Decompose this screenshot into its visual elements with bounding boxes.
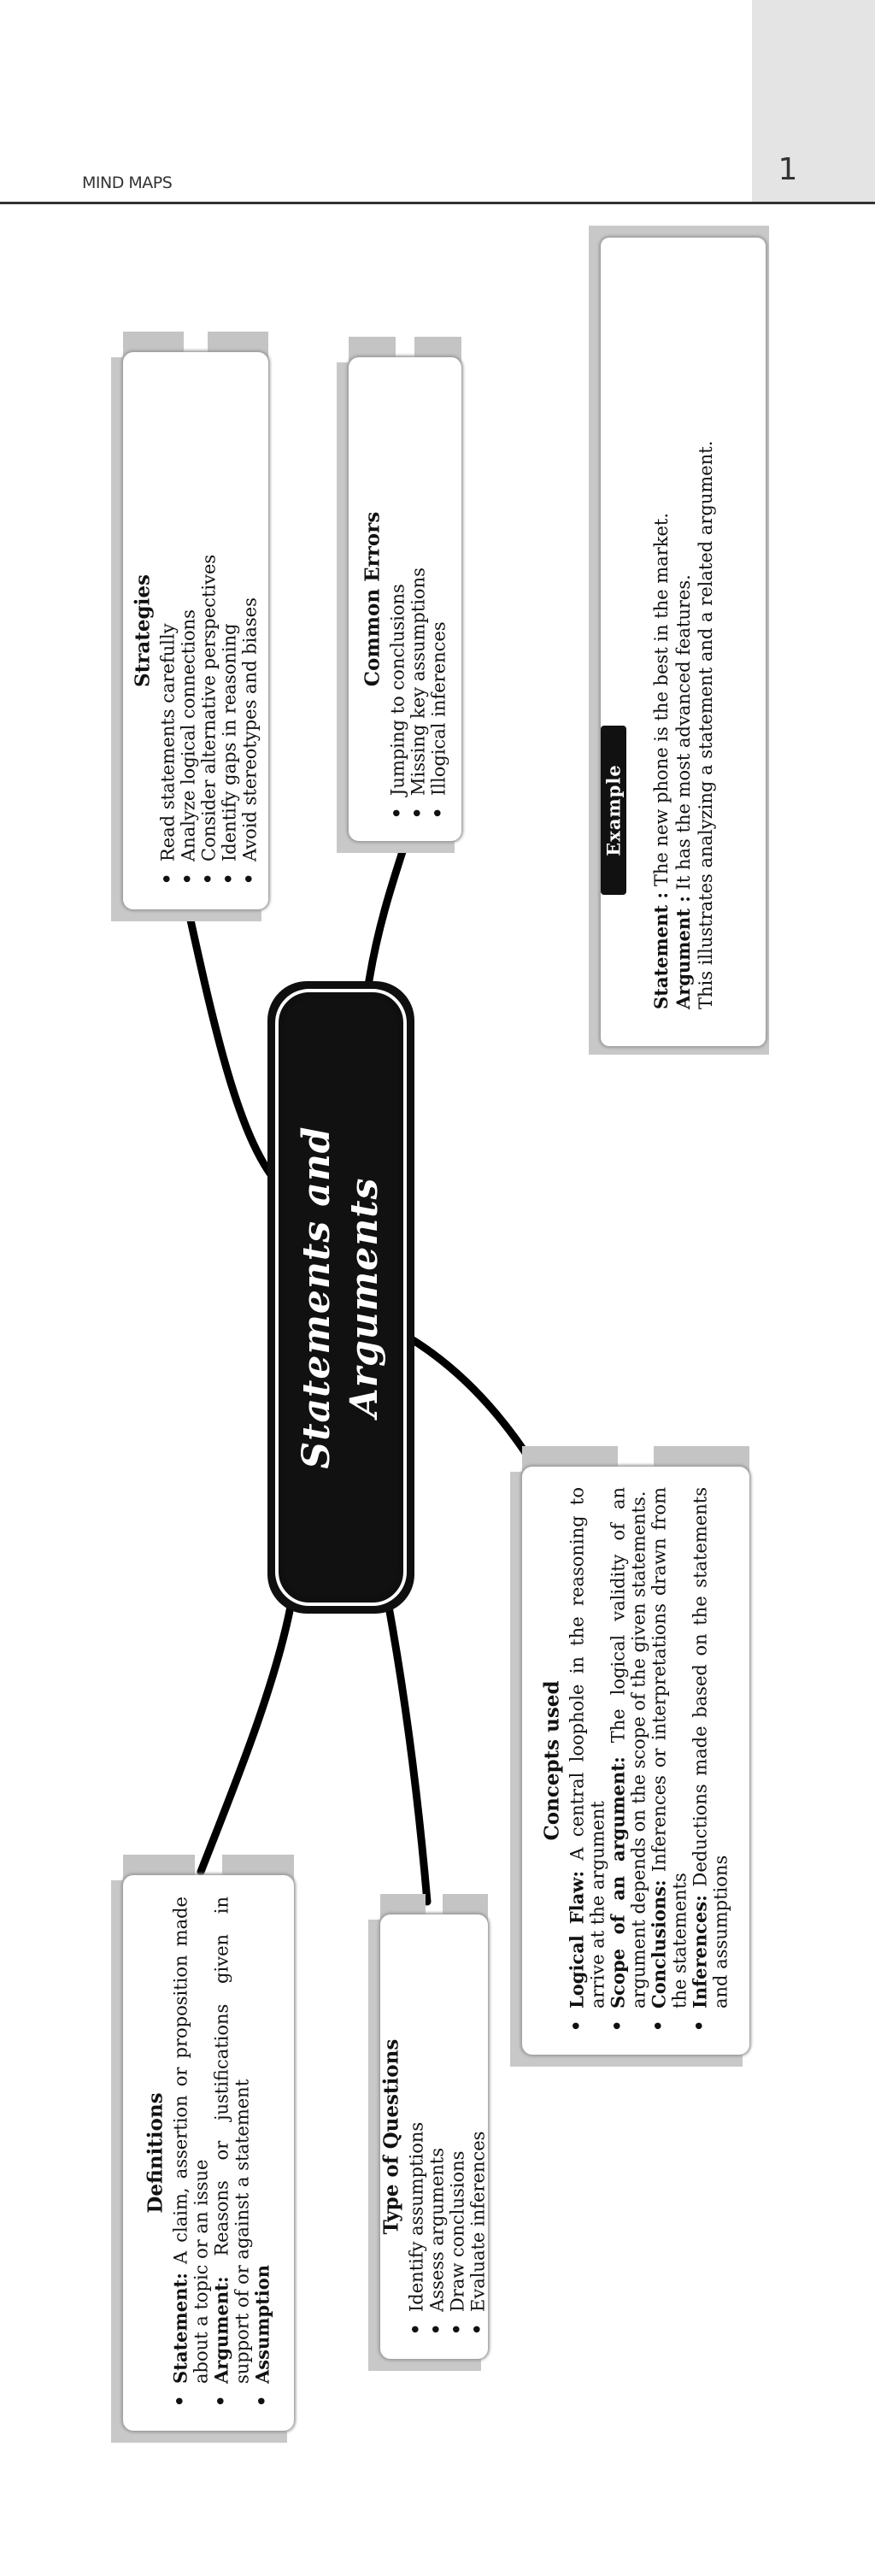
definition-item: • Statement: A claim, assertion or proposition made about a topic or an issue [171, 1897, 212, 2409]
example-statement-text: The new phone is the best in the market. [650, 512, 672, 892]
concept-item: • Scope of an argument: The logical validity of an argument depends on the scope of the given statements. [608, 1487, 649, 2034]
concept-item: • Inferences: Deductions made based on the statements and assumptions [690, 1487, 731, 2034]
error-item: • Jumping to conclusions [388, 377, 408, 821]
error-item: • Missing key assumptions [408, 377, 429, 821]
page-number: 1 [778, 152, 798, 187]
concept-item: • Conclusions: Inferences or interpretations drawn from the statements [649, 1487, 690, 2034]
strategy-item: • Analyze logical connections [179, 374, 199, 887]
strategy-item: • Read statements carefully [158, 374, 179, 887]
definitions-card [123, 1875, 294, 2431]
concept-item: • Logical Flaw: A central loophole in the reasoning to arrive at the argument [567, 1487, 608, 2034]
central-topic-line1: Statements and [295, 1126, 338, 1469]
common-errors-title: Common Errors [361, 511, 385, 687]
link-definitions [201, 1607, 291, 1872]
error-item: • Illogical inferences [429, 377, 449, 821]
question-type-item: • Draw conclusions [448, 1936, 468, 2338]
question-types-card [380, 1914, 488, 2359]
question-type-item: • Evaluate inferences [468, 1936, 489, 2338]
example-argument-label: Argument : [672, 896, 694, 1009]
question-type-item: • Identify assumptions [407, 1936, 427, 2338]
definition-item: • Assumption [253, 1897, 273, 2409]
section-label: MIND MAPS [82, 173, 173, 192]
link-concepts [402, 1333, 534, 1466]
strategies-card [123, 352, 268, 909]
concepts-card [522, 1467, 749, 2055]
link-common-errors [367, 833, 408, 991]
central-topic-line2: Arguments [343, 1177, 386, 1418]
question-types-title: Type of Questions [379, 2038, 403, 2235]
example-text [650, 274, 717, 1009]
example-card [601, 238, 766, 1046]
strategy-item: • Consider alternative perspectives [199, 374, 220, 887]
definition-item: • Argument: Reasons or justifications given in support of or against a statement [212, 1897, 253, 2409]
example-statement-label: Statement : [649, 891, 672, 1009]
example-note: This illustrates analyzing a statement and a related argument. [695, 440, 716, 1009]
question-type-item: • Assess arguments [427, 1936, 448, 2338]
definitions-title: Definitions [144, 2092, 167, 2214]
strategy-item: • Avoid stereotypes and biases [240, 374, 261, 887]
common-errors-card [349, 357, 461, 841]
concepts-title: Concepts used [540, 1680, 564, 1841]
example-tag [601, 726, 626, 895]
strategy-item: • Identify gaps in reasoning [220, 374, 240, 887]
example-argument-text: It has the most advanced features. [672, 574, 694, 897]
link-question-types [389, 1607, 427, 1902]
strategies-title: Strategies [131, 574, 155, 687]
example-tag-label: Example [602, 764, 625, 856]
central-topic-node [267, 981, 414, 1614]
